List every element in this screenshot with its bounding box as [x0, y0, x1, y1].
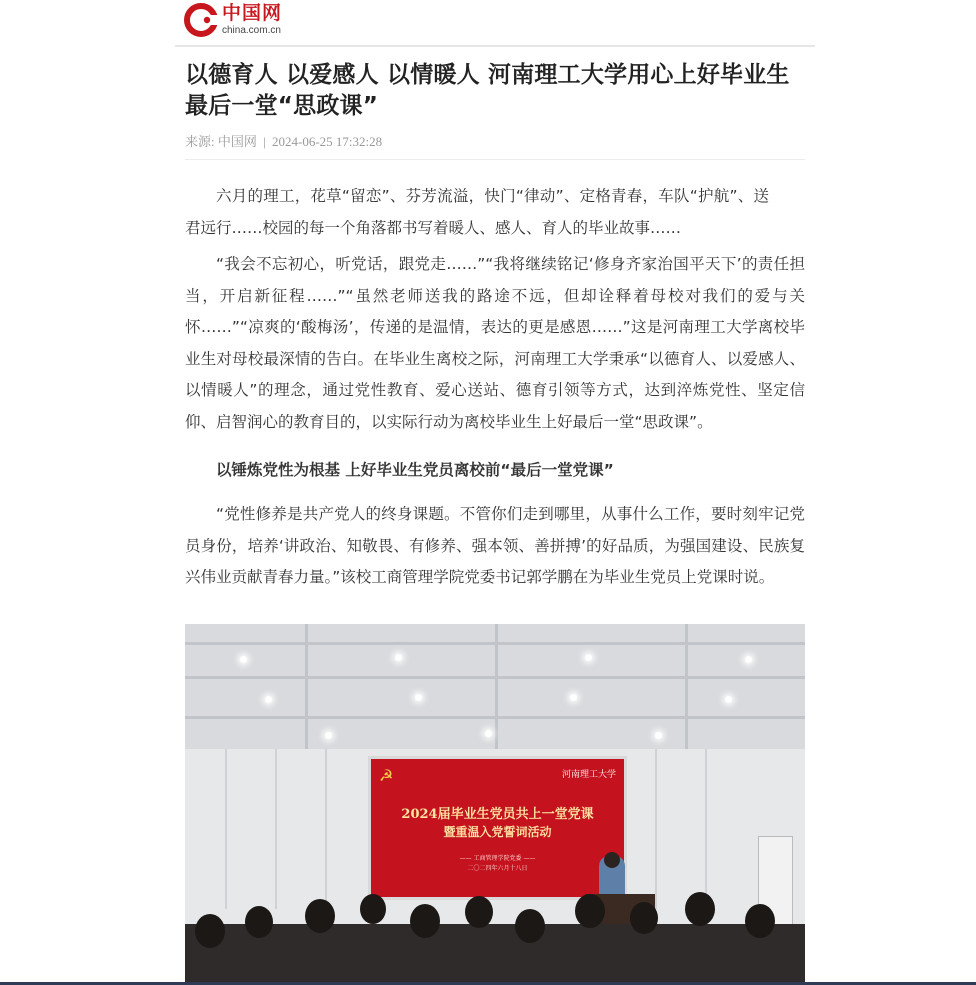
photo-ceiling	[185, 624, 805, 749]
article-title: 以德育人 以爱感人 以情暖人 河南理工大学用心上好毕业生最后一堂“思政课”	[185, 62, 790, 119]
speaker-head	[604, 852, 620, 868]
meta-separator: |	[263, 134, 266, 149]
screen-organizer: —— 工商管理学院党委 ——	[459, 855, 536, 862]
site-logo[interactable]	[184, 2, 282, 38]
article-photo	[185, 624, 805, 985]
paragraph-quotes: “我会不忘初心，听党话，跟党走……”“我将继续铭记‘修身齐家治国平天下’的责任担当，开启新征程……”“虽然老师送我的路途不远，但却诠释着母校对我们的爱与关怀……”“凉爽的‘酸梅汤’，传递的是温情，表达的更是感恩……”这是河南理工大学离校毕业生对母校最深情的告白。在毕业生离校之际，河南理工大学秉承“以德育人、以爱感人、以情暖人”的理念，通过党性教育、爱心送站、德育引领等方式，达到淬炼党性、坚定信仰、启智润心的教育目的，以实际行动为离校毕业生上好最后一堂“思政课”。	[185, 255, 805, 431]
article	[185, 55, 805, 586]
screen-date: 二〇二四年六月十八日	[467, 865, 528, 872]
audience	[185, 924, 805, 985]
logo-domain: china.com.cn	[222, 25, 281, 36]
screen-title-line2: 暨重温入党誓词活动	[443, 825, 552, 839]
section-heading: 以锤炼党性为根基 上好毕业生党员离校前“最后一堂党课”	[216, 461, 614, 479]
meta-divider	[185, 159, 805, 160]
source-label: 来源:	[185, 134, 215, 149]
paragraph-party-lesson: “党性修养是共产党人的终身课题。不管你们走到哪里，从事什么工作，要时刻牢记党员身份，培养‘讲政治、知敬畏、有修养、强本领、善拼搏’的好品质，为强国建设、民族复兴伟业贡献青春力量。”该校工商管理学院党委书记郭学鹏在为毕业生党员上党课时说。	[185, 505, 805, 586]
screen-university-logo: 河南理工大学	[561, 770, 616, 780]
publish-datetime: 2024-06-25 17:32:28	[272, 134, 383, 149]
party-emblem-icon: ☭	[379, 766, 394, 785]
article-meta	[185, 133, 805, 151]
projection-screen	[368, 756, 627, 900]
paragraph-intro: 六月的理工，花草“留恋”、芬芳流溢，快门“律动”、定格青春，车队“护航”、送君远行……校园的每一个角落都书写着暖人、感人、育人的毕业故事……	[185, 187, 769, 237]
source-link[interactable]: 中国网	[217, 134, 257, 149]
header-divider	[175, 45, 815, 47]
china-logo-icon	[184, 3, 218, 37]
logo-name: 中国网	[222, 2, 283, 24]
screen-title-line1: 2024届毕业生党员共上一堂党课	[401, 807, 594, 822]
site-header	[0, 0, 976, 46]
